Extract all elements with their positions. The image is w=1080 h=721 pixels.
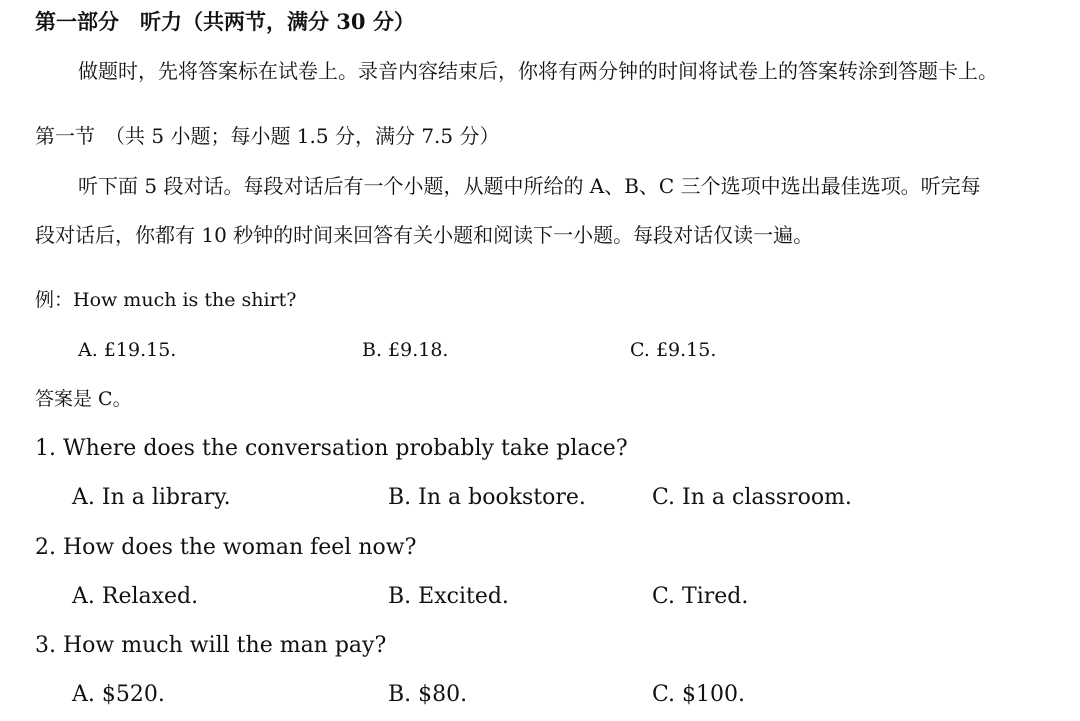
example-option-c: C. £9.15. — [630, 339, 717, 361]
question-1-option-a: A. In a library. — [72, 485, 231, 510]
example-answer: 答案是 C。 — [35, 388, 132, 410]
example-option-a: A. £19.15. — [78, 339, 177, 361]
question-3-option-c: C. $100. — [652, 682, 746, 707]
question-2: 2. How does the woman feel now? — [35, 535, 417, 560]
example-question: 例：How much is the shirt? — [35, 289, 297, 311]
part-title: 第一部分 听力（共两节，满分 30 分） — [35, 9, 415, 34]
question-3: 3. How much will the man pay? — [35, 633, 387, 658]
question-3-option-a: A. $520. — [72, 682, 165, 707]
question-2-option-b: B. Excited. — [388, 584, 509, 609]
section-instruction-line-1: 听下面 5 段对话。每段对话后有一个小题，从题中所给的 A、B、C 三个选项中选出最佳选项。听完每 — [78, 174, 981, 198]
section-title: 第一节 （共 5 小题；每小题 1.5 分，满分 7.5 分） — [35, 124, 500, 148]
question-1-option-c: C. In a classroom. — [652, 485, 852, 510]
question-2-option-a: A. Relaxed. — [72, 584, 199, 609]
question-1-option-b: B. In a bookstore. — [388, 485, 586, 510]
example-option-b: B. £9.18. — [362, 339, 449, 361]
question-1: 1. Where does the conversation probably take place? — [35, 436, 628, 461]
part-instruction: 做题时，先将答案标在试卷上。录音内容结束后，你将有两分钟的时间将试卷上的答案转涂到答题卡上。 — [78, 59, 998, 83]
question-2-option-c: C. Tired. — [652, 584, 749, 609]
question-3-option-b: B. $80. — [388, 682, 468, 707]
section-instruction-line-2: 段对话后，你都有 10 秒钟的时间来回答有关小题和阅读下一小题。每段对话仅读一遍。 — [35, 223, 814, 247]
